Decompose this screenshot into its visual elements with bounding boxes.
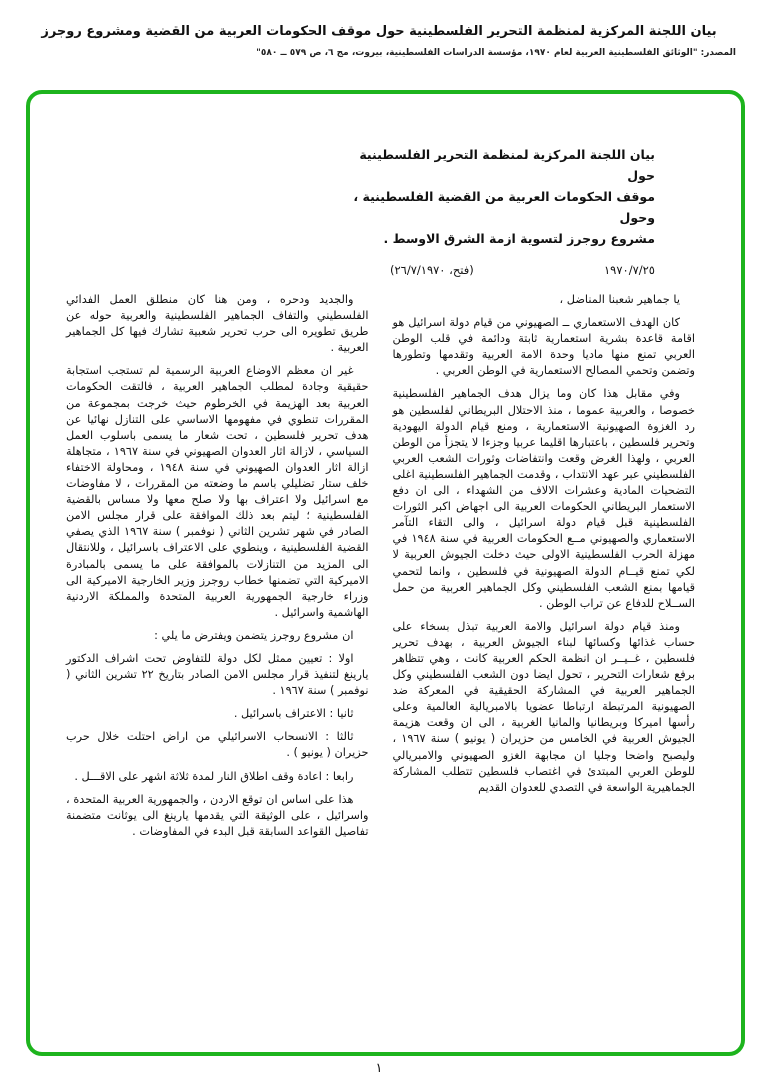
paragraph: غير ان معظم الاوضاع العربية الرسمية لم تستجب استجابة حقيقية وجادة لمطلب الجماهير العربية ، فالتقت الحكومات العربية بعد الهزيمة في الخرطوم حيث خرجت بمجموعة من المقررات تنطوي في مفهومها الاساسي على التنازل نهائيا عن هدف تحرير فلسطين ، تحت شعار ما يسمى باسلوب العمل السياسي ، لازالة اثار العدوان الصهيوني في سنة ١٩٦٧ ، متجاهلة ازالة اثار العدوان الصهيوني في سنة ١٩٤٨ ، ومحاولة الاختفاء خلف ستار تضليلي باسم ما وضعته من المقررات ، لا مفاوضات مع اسرائيل ولا اعتراف بها ولا صلح معها ولا مساس بالقضية الفلسطينية ؛ ليتم بعد ذلك الموافقة على قرار مجلس الامن الصادر في شهر تشرين الثاني ( نوفمبر ) سنة ١٩٦٧ الذي يصفي القضية الفلسطينية ، وينطوي على الاعتراف باسرائيل ، وللانتقال الى المزيد من التنازلات بالموافقة على ما يسمى بالمبادرة الاميركية التي تضمنها خطاب روجرز وزير الخارجية الاميركية الى وزراء خارجية الجمهورية العربية المتحدة والمملكة الاردنية الهاشمية واسرائيل . xyxy=(66,364,369,619)
paragraph: ثالثا : الانسحاب الاسرائيلي من اراض احتلت خلال حرب حزيران ( يونيو ) . xyxy=(66,730,369,760)
document-title-line: مشروع روجرز لتسوية ازمة الشرق الاوسط . xyxy=(383,231,655,246)
document-title-line: موقف الحكومات العربية من القضية الفلسطينية ، وحول xyxy=(353,189,655,225)
document-date: ١٩٧٠/٧/٢٥ xyxy=(604,263,655,277)
source-citation: المصدر: "الوثائق الفلسطينية العربية لعام ١٩٧٠، مؤسسة الدراسات الفلسطينية، بيروت، مج ٦، ص ٥٧٩ ــ ٥٨٠" xyxy=(256,48,736,58)
paragraph: يا جماهير شعبنا المناضل ، xyxy=(559,293,680,306)
paragraph: ان مشروع روجرز يتضمن ويفترض ما يلي : xyxy=(154,628,354,642)
paragraph: اولا : تعيين ممثل لكل دولة للتفاوض تحت اشراف الدكتور يارينغ لتنفيذ قرار مجلس الامن الصادر بتاريخ ٢٢ تشرين الثاني ( نوفمبر ) سنة ١٩٦٧ . xyxy=(66,651,369,698)
page-title: بيان اللجنة المركزية لمنظمة التحرير الفلسطينية حول موقف الحكومات العربية من القضية ومشروع روجرز xyxy=(41,24,717,39)
document-title-line: بيان اللجنة المركزية لمنظمة التحرير الفلسطينية حول xyxy=(359,147,655,183)
paragraph: هذا على اساس ان توقع الاردن ، والجمهورية العربية المتحدة ، واسرائيل ، على الوثيقة التي يقدمها يارينغ الى يوثانت متضمنة تفاصيل القواعد السابقة قبل البدء في المفاوضات . xyxy=(66,792,369,838)
paragraph: والجديد ودحره ، ومن هنا كان منطلق العمل الفدائي الفلسطيني والتفاف الجماهير الفلسطينية والعربية حوله عن طريق تطويره الى حرب تحرير شعبية تشارك فيها كل الجماهير العربية . xyxy=(66,293,369,355)
date-row xyxy=(390,263,695,277)
right-column xyxy=(393,292,696,847)
paragraph: ومنذ قيام دولة اسرائيل والامة العربية تبذل بسخاء على حساب غذائها وكسائها لبناء الجيوش العربية ، بهدف تحرير فلسطين ، غــيــر ان انظمة الحكم العربية كانت ، وهي تتظاهر برفع شعارات التحرير ، تحول ايضا دون الشعب الفلسطيني وكل الجماهير العربية في المشاركة الحقيقية في المعركة ضد الصهيونية المرتبطة ارتباطا عضويا بالامبريالية العالمية وعلى رأسها اميركا وبريطانيا والمانيا الغربية ، الى ان وقعت هزيمة الجيوش العربية في الخامس من حزيران ( يونيو ) سنة ١٩٦٧ ، وليصبح واضحا وجليا ان مجابهة الغزو الصهيوني والامبريالي للوطن العربي المبتدئ في اغتصاب فلسطين تتطلب المشاركة الجماهيرية الواسعة في التصدي للعدوان القديم xyxy=(392,619,695,794)
paragraph: ثانيا : الاعتراف باسرائيل . xyxy=(233,707,354,721)
document-title xyxy=(345,144,655,249)
paragraph: وفي مقابل هذا كان وما يزال هدف الجماهير الفلسطينية خصوصا ، والعربية عموما ، منذ الاحتلال البريطاني لفلسطين هو رد الغزوة الصهيونية الاستعمارية ، ومنع قيام الدولة اليهودية وتحرير فلسطين ، باعتبارها اقليما عربيا وجزءا لا يتجزأ من الوطن العربي ، ولهذا الغرض وقعت وانتفاضات وثورات الشعب العربي الفلسطيني عبر عهد الانتداب ، وقدمت الجماهير الفلسطينية اغلى التضحيات المادية وعشرات الالاف من الشهداء ، الى ان دفع الاستعمار البريطاني الحكومات العربية الى اجهاض اكبر الثورات الفلسطينية قبل قيام دولة اسرائيل ، والى التقاء التآمر الاستعماري والصهيوني مــع الحكومات العربية في سنة ١٩٤٨ في مهزلة الحرب الفلسطينية الاولى حيث دخلت الجيوش العربية لا لكي تمنع قيــام الدولة الصهيونية في فلسطين ، وانما لتحمي قيامها بمنع الشعب الفلسطيني وكل الجماهير العربية من حمل الســلاح للدفاع عن تراب الوطن . xyxy=(392,387,695,610)
document-frame xyxy=(26,90,745,1056)
paragraph: رابعا : اعادة وقف اطلاق النار لمدة ثلاثة اشهر على الاقـــل . xyxy=(74,769,354,783)
page-number: ١ xyxy=(375,1061,383,1076)
text-columns xyxy=(66,292,695,847)
paragraph: كان الهدف الاستعماري ــ الصهيوني من قيام دولة اسرائيل هو اقامة قاعدة بشرية استعمارية ثابتة ودائمة في قلب الوطن العربي تمنع منها ماديا وحدة الامة العربية وتقدمها وتطورها وتضمن وتحمي المصالح الاستعمارية في الوطن العربي . xyxy=(392,316,695,378)
agency-date: (فتح، ٢٦/٧/١٩٧٠) xyxy=(390,263,474,277)
left-column xyxy=(66,292,369,847)
